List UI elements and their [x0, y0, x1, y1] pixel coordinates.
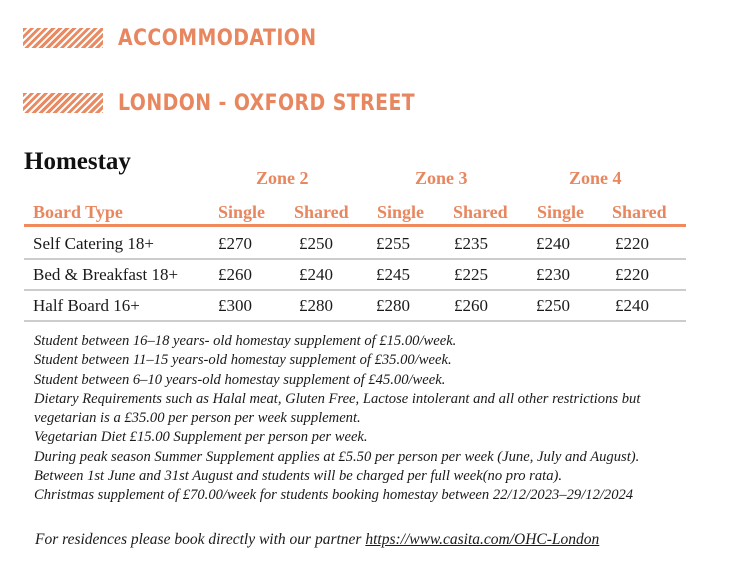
price-cell: £220 — [615, 265, 649, 284]
price-cell: £280 — [376, 296, 410, 315]
casita-partner-link[interactable]: https://www.casita.com/OHC-London — [365, 531, 600, 548]
board-type-cell: Half Board 16+ — [33, 296, 140, 315]
note-line: vegetarian is a £35.00 per person per week supplement. — [34, 410, 361, 427]
column-header-shared: Shared — [294, 202, 349, 222]
price-cell: £235 — [454, 234, 488, 253]
price-cell: £260 — [218, 265, 252, 284]
accommodation-banner — [23, 27, 349, 49]
zone-3-header: Zone 3 — [415, 168, 468, 188]
banner-title: ACCOMMODATION — [118, 25, 317, 51]
board-type-cell: Self Catering 18+ — [33, 234, 155, 253]
residences-footer — [35, 531, 599, 549]
price-cell: £250 — [536, 296, 570, 315]
price-cell: £300 — [218, 296, 252, 315]
price-cell: £240 — [615, 296, 649, 315]
table-row — [24, 227, 686, 260]
column-header-single: Single — [218, 202, 266, 222]
hatch-stripes-icon — [23, 28, 103, 48]
price-cell: £230 — [536, 265, 570, 284]
price-cell: £220 — [615, 234, 649, 253]
price-cell: £245 — [376, 265, 410, 284]
board-type-cell: Bed & Breakfast 18+ — [33, 265, 179, 284]
price-cell: £250 — [299, 234, 333, 253]
price-cell: £240 — [299, 265, 333, 284]
price-cell: £280 — [299, 296, 333, 315]
note-line: Between 1st June and 31st August and students will be charged per full week(no pro rata). — [34, 468, 563, 485]
column-header-single: Single — [377, 202, 425, 222]
hatch-stripes-icon — [23, 93, 103, 113]
footer-text: For residences please book directly with our partner — [35, 531, 366, 548]
note-line: Student between 6–10 years-old homestay supplement of £45.00/week. — [34, 371, 446, 388]
supplement-notes — [34, 332, 640, 506]
column-header-single: Single — [537, 202, 585, 222]
note-line: Christmas supplement of £70.00/week for students booking homestay between 22/12/2023–29/12/2024 — [34, 487, 634, 504]
table-row — [24, 289, 686, 322]
column-header-shared: Shared — [453, 202, 508, 222]
note-line: Dietary Requirements such as Halal meat, Gluten Free, Lactose intolerant and all other restrictions but — [34, 390, 641, 407]
note-line: During peak season Summer Supplement applies at £5.50 per person per week (June, July and August). — [34, 448, 640, 465]
price-cell: £270 — [218, 234, 252, 253]
column-header-board-type: Board Type — [33, 202, 123, 222]
column-header-shared: Shared — [612, 202, 667, 222]
price-cell: £225 — [454, 265, 488, 284]
location-banner — [23, 92, 464, 114]
note-line: Vegetarian Diet £15.00 Supplement per person per week. — [34, 429, 368, 446]
section-title: Homestay — [24, 148, 131, 175]
note-line: Student between 11–15 years-old homestay supplement of £35.00/week. — [34, 352, 452, 369]
price-cell: £255 — [376, 234, 410, 253]
price-cell: £260 — [454, 296, 488, 315]
table-row — [24, 258, 686, 291]
banner-title: LONDON - OXFORD STREET — [118, 90, 416, 116]
zone-4-header: Zone 4 — [569, 168, 622, 188]
zone-2-header: Zone 2 — [256, 168, 309, 188]
note-line: Student between 16–18 years- old homestay supplement of £15.00/week. — [34, 333, 457, 349]
price-cell: £240 — [536, 234, 570, 253]
